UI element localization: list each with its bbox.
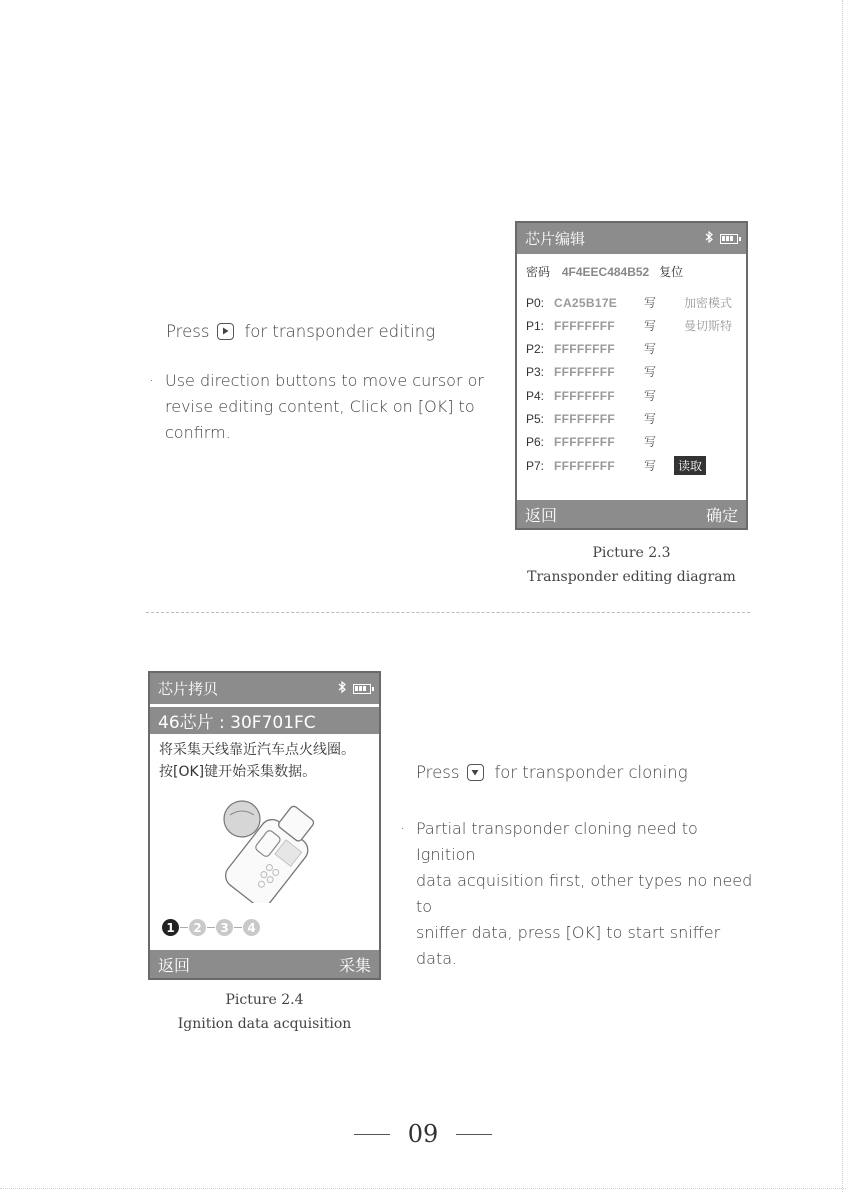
- bluetooth-icon: [338, 681, 347, 696]
- edit-note-bullet: ·: [149, 371, 155, 390]
- page-value[interactable]: FFFFFFFF: [554, 411, 616, 426]
- chip-id-text: 46芯片 : 30F701FC: [158, 713, 316, 733]
- manchester-option[interactable]: 曼切斯特: [684, 319, 733, 333]
- caption-text: Ignition data acquisition: [177, 1016, 352, 1032]
- page-number-text: 09: [407, 1120, 439, 1148]
- page-label: P5:: [526, 411, 545, 426]
- read-button[interactable]: 读取: [674, 456, 706, 475]
- page-label: P3:: [526, 364, 545, 379]
- page-number-rule-right: [456, 1134, 492, 1135]
- write-button[interactable]: 写: [644, 412, 657, 426]
- caption-title: Picture 2.3: [592, 545, 671, 561]
- clone-message-line-1: 将采集天线靠近汽车点火线圈。: [159, 742, 355, 758]
- page-row-p7: [526, 456, 706, 475]
- press-edit-line: [166, 322, 435, 341]
- page-edge-bottom: [0, 1188, 846, 1189]
- clone-note-line-1: Partial transponder cloning need to Ignition: [416, 819, 698, 864]
- page-value[interactable]: FFFFFFFF: [554, 364, 616, 379]
- page-label: P7:: [526, 458, 545, 473]
- page-value[interactable]: FFFFFFFF: [554, 434, 616, 449]
- edit-note-line-3: confirm.: [165, 423, 231, 442]
- page-value[interactable]: FFFFFFFF: [554, 458, 616, 473]
- progress-steps: [162, 919, 260, 936]
- page-row-p0: [526, 294, 674, 311]
- password-label: 密码: [526, 265, 551, 279]
- page-row-p1: [526, 317, 674, 334]
- press-edit-suffix: for transponder editing: [244, 322, 436, 341]
- write-button[interactable]: 写: [644, 342, 657, 356]
- write-button[interactable]: 写: [644, 365, 657, 379]
- page-number: [350, 1118, 496, 1150]
- page-row-p6: [526, 433, 674, 450]
- page-row-p4: [526, 387, 674, 404]
- picture-2-4-caption: [148, 988, 381, 1036]
- write-button[interactable]: 写: [644, 435, 657, 449]
- edit-screen-header: [517, 223, 746, 254]
- clone-screen-header: [150, 673, 379, 704]
- clone-screen-title: 芯片拷贝: [158, 680, 219, 698]
- edit-status-icons: [705, 231, 738, 246]
- write-button[interactable]: 写: [644, 296, 657, 310]
- key-antenna-illustration: [212, 793, 332, 903]
- page-label: P1:: [526, 318, 545, 333]
- press-clone-suffix: for transponder cloning: [494, 763, 688, 782]
- page-value[interactable]: CA25B17E: [554, 295, 618, 310]
- clone-note-line-2: data acquisition first, other types no need to: [416, 871, 753, 916]
- reset-button[interactable]: 复位: [659, 265, 684, 279]
- page-value[interactable]: FFFFFFFF: [554, 318, 616, 333]
- section-separator: [146, 612, 750, 613]
- clone-note: [400, 816, 756, 972]
- page-row-p5: [526, 410, 674, 427]
- press-clone-line: [416, 763, 688, 782]
- press-clone-prefix: Press: [416, 763, 460, 782]
- press-edit-prefix: Press: [166, 322, 210, 341]
- picture-2-3-caption: [515, 541, 748, 589]
- right-arrow-key-icon: [217, 323, 234, 340]
- write-button[interactable]: 写: [644, 319, 657, 333]
- password-row: [526, 263, 683, 280]
- write-button[interactable]: 写: [644, 389, 657, 403]
- caption-text: Transponder editing diagram: [527, 569, 736, 585]
- confirm-button[interactable]: 确定: [705, 505, 738, 525]
- collect-button[interactable]: 采集: [338, 955, 371, 975]
- step-connector: [234, 927, 242, 929]
- edit-note-line-1: Use direction buttons to move cursor or: [165, 371, 484, 390]
- step-2: 2: [189, 919, 206, 936]
- down-arrow-key-icon: [467, 764, 484, 781]
- clone-note-line-3: sniffer data, press [OK] to start sniffer data.: [416, 923, 721, 968]
- page-row-p3: [526, 363, 674, 380]
- edit-note-line-2: revise editing content, Click on [OK] to: [165, 397, 475, 416]
- write-button[interactable]: 写: [644, 459, 657, 473]
- transponder-edit-screen: [515, 221, 748, 530]
- page-number-rule-left: [354, 1134, 390, 1135]
- page-label: P6:: [526, 434, 545, 449]
- clone-status-icons: [338, 681, 371, 696]
- battery-icon: [720, 234, 738, 244]
- chip-id-bar: [150, 706, 379, 734]
- page-row-p2: [526, 340, 674, 357]
- step-connector: [207, 927, 215, 929]
- back-button[interactable]: 返回: [158, 955, 191, 975]
- clone-message-line-2: 按[OK]键开始采集数据。: [159, 764, 317, 780]
- crypto-mode-option[interactable]: 加密模式: [684, 296, 733, 310]
- bluetooth-icon: [705, 231, 714, 246]
- clone-screen-footer: [150, 950, 379, 978]
- edit-note: [149, 368, 485, 446]
- step-connector: [180, 927, 188, 929]
- step-4: 4: [243, 919, 260, 936]
- page-label: P4:: [526, 388, 545, 403]
- edit-screen-title: 芯片编辑: [525, 230, 586, 248]
- password-value[interactable]: 4F4EEC484B52: [561, 265, 650, 279]
- clone-note-bullet: ·: [400, 819, 406, 838]
- transponder-clone-screen: [148, 671, 381, 980]
- page-value[interactable]: FFFFFFFF: [554, 341, 616, 356]
- page-edge-right: [842, 0, 843, 1192]
- page-value[interactable]: FFFFFFFF: [554, 388, 616, 403]
- step-3: 3: [216, 919, 233, 936]
- page-label: P2:: [526, 341, 545, 356]
- back-button[interactable]: 返回: [525, 505, 558, 525]
- caption-title: Picture 2.4: [225, 992, 304, 1008]
- battery-icon: [353, 684, 371, 694]
- step-1: 1: [162, 919, 179, 936]
- edit-screen-footer: [517, 500, 746, 528]
- page-label: P0:: [526, 295, 545, 310]
